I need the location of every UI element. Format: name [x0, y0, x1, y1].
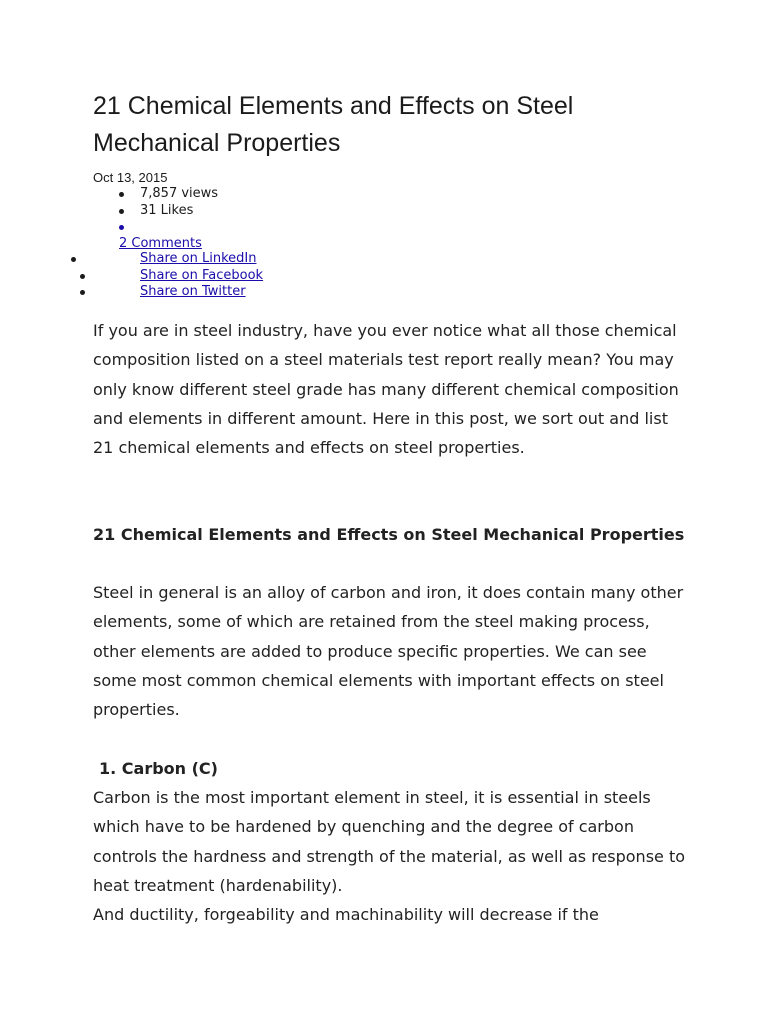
share-item-twitter: [140, 284, 263, 301]
carbon-paragraph: Carbon is the most important element in steel, it is essential in steels which have to be hardened by quenching and the degree of carbon controls the hardness and strength of the material, as well as response to heat treatment (hardenability).: [93, 788, 686, 895]
intro-paragraph: If you are in steel industry, have you ever notice what all those chemical composition listed on a steel materials test report really mean? You may only know different steel grade has many different chemical composition and elements in different amount. Here in this post, we sort out and list 21 chemical elements and effects on steel properties.: [93, 321, 679, 458]
section-intro-paragraph: Steel in general is an alloy of carbon and iron, it does contain many other elements, some of which are retained from the steel making process, other elements are added to produce specific properties. We can see some most common chemical elements with important effects on steel properties.: [93, 583, 684, 720]
share-item-facebook: [140, 268, 263, 285]
section-heading: 21 Chemical Elements and Effects on Steel Mechanical Properties: [93, 525, 685, 544]
comments-bullet: [140, 219, 218, 236]
publish-date: Oct 13, 2015: [93, 170, 168, 185]
share-linkedin-link[interactable]: Share on LinkedIn: [140, 251, 257, 266]
carbon-paragraph-continued: And ductility, forgeability and machinability will decrease if the: [93, 905, 599, 924]
carbon-heading: 1. Carbon (C): [99, 759, 218, 778]
article-stats: [140, 186, 218, 236]
share-list: [140, 251, 263, 301]
share-facebook-link[interactable]: Share on Facebook: [140, 267, 264, 283]
article-title: 21 Chemical Elements and Effects on Steel Mechanical Properties: [93, 92, 574, 157]
views-count: 7,857 views: [140, 186, 219, 201]
share-item-linkedin: [140, 251, 263, 268]
comments-link[interactable]: 2 Comments: [119, 236, 202, 251]
share-twitter-link[interactable]: Share on Twitter: [140, 284, 246, 299]
likes-count: 31 Likes: [140, 203, 218, 220]
